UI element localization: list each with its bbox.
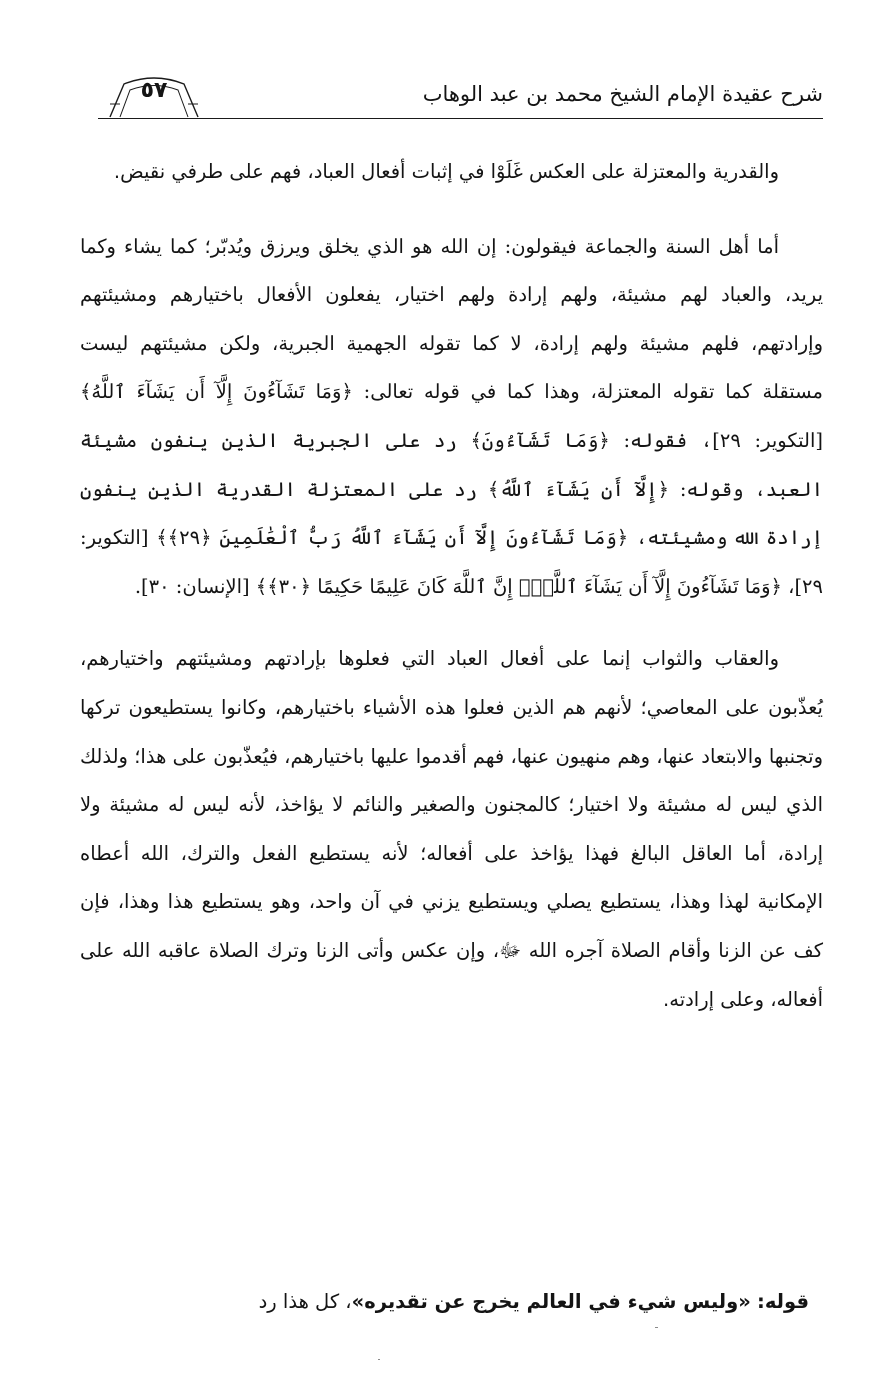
- page-header: [98, 68, 823, 120]
- closing-rest: ، كل هذا رد: [258, 1290, 352, 1313]
- paragraph-2: أما أهل السنة والجماعة فيقولون: إن الله هو الذي يخلق ويرزق ويُدبّر؛ كما يشاء وكما يريد، والعباد لهم مشيئة، ولهم إرادة ولهم اختيار، يفعلون الأفعال باختيارهم ومشيئتهم وإرادتهم، فلهم مشيئة ولهم إرادة، لا كما تقوله الجهمية الجبرية، ولكن مشيئتهم ليست مستقلة كما تقوله المعتزلة، وهذا كما في قوله تعالى: ﴿وَمَا تَشَآءُونَ إِلَّآ أَن يَشَآءَ ٱللَّهُ﴾ [التكوير: ٢٩]، فقوله: ﴿وَمَا تَشَآءُونَ﴾ رد على الجبرية الذين ينفون مشيئة العبد، وقوله: ﴿إِلَّآ أَن يَشَآءَ ٱللَّهُ﴾ رد على المعتزلة القدرية الذين ينفون إرادة الله ومشيئته، ﴿وَمَا تَشَآءُونَ إِلَّآ أَن يَشَآءَ ٱللَّهُ رَبُّ ٱلْعَٰلَمِينَ ﴿٢٩﴾﴾ [التكوير: ٢٩]، ﴿وَمَا تَشَآءُونَ إِلَّآ أَن يَشَآءَ ٱللَّهُۚ إِنَّ ٱللَّهَ كَانَ عَلِيمًا حَكِيمًا ﴿٣٠﴾﴾ [الإنسان: ٣٠].: [80, 234, 824, 598]
- page-number-badge: [108, 74, 200, 118]
- paragraph-1: والقدرية والمعتزلة على العكس غَلَوْا في إثبات أفعال العباد، فهم على طرفي نقيض.: [113, 160, 779, 183]
- closing-label: قوله:: [757, 1290, 809, 1313]
- closing-line: [80, 1278, 823, 1326]
- body-text: [80, 148, 823, 1024]
- closing-quote: «وليس شيء في العالم يخرج عن تقديره»: [351, 1290, 751, 1313]
- header-rule: [98, 118, 823, 119]
- paragraph-3: والعقاب والثواب إنما على أفعال العباد التي فعلوها بإرادتهم ومشيئتهم واختيارهم، يُعذّبون على المعاصي؛ لأنهم هم الذين فعلوا هذه الأشياء باختيارهم، وكانوا يستطيعون تركها وتجنبها والابتعاد عنها، وهم منهيون عنها، فهم أقدموا عليها باختيارهم، فيُعذّبون على هذا؛ ولذلك الذي ليس له مشيئة ولا اختيار؛ كالمجنون والصغير والنائم لا يؤاخذ، لأنه ليس له مشيئة ولا إرادة، أما العاقل البالغ فهذا يؤاخذ على أفعاله؛ لأنه يستطيع الفعل والترك، الله أعطاه الإمكانية لهذا وهذا، يستطيع يصلي ويستطيع يزني في آن واحد، وهو يستطيع هذا وهذا، فإن كف عن الزنا وأقام الصلاة آجره الله ﷻ، وإن عكس وأتى الزنا وترك الصلاة عاقبه الله على أفعاله، وعلى إرادته.: [80, 647, 823, 1011]
- scan-speck: [378, 1359, 380, 1360]
- scan-speck: [655, 1327, 658, 1328]
- page-number: ٥٧: [140, 78, 168, 103]
- running-title: شرح عقيدة الإمام الشيخ محمد بن عبد الوهاب: [422, 82, 823, 106]
